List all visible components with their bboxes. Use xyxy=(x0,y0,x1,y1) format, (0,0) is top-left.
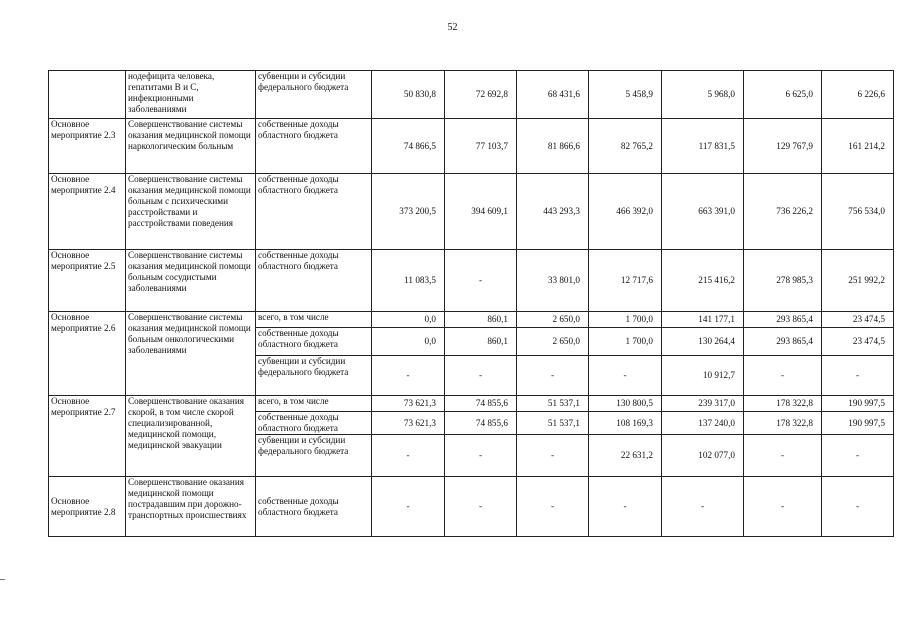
year-value-cell: - xyxy=(517,435,589,477)
measure-description: Совершенствование системы оказания медицинской помощи больным сосудистыми заболеваниями xyxy=(126,250,256,312)
measure-label: Основное мероприятие 2.8 xyxy=(49,477,126,537)
year-value-cell: - xyxy=(662,477,744,537)
year-value-cell: 74 855,6 xyxy=(445,396,517,412)
year-value-cell: - xyxy=(744,356,822,396)
funding-source: собственные доходы областного бюджета xyxy=(256,412,372,435)
budget-table xyxy=(48,70,894,537)
year-value-cell: 50 830,8 xyxy=(372,71,445,119)
measure-label xyxy=(49,71,126,119)
table-row xyxy=(49,477,894,537)
year-value-cell: 5 458,9 xyxy=(589,71,662,119)
year-value-cell: - xyxy=(589,477,662,537)
year-value-cell: 33 801,0 xyxy=(517,250,589,312)
year-value-cell: 860,1 xyxy=(445,312,517,328)
year-value-cell: - xyxy=(744,435,822,477)
year-value-cell: 1 700,0 xyxy=(589,328,662,356)
year-value-cell: 6 226,6 xyxy=(822,71,894,119)
funding-source: собственные доходы областного бюджета xyxy=(256,328,372,356)
year-value-cell: 293 865,4 xyxy=(744,328,822,356)
measure-description: Совершенствование оказания медицинской помощи пострадавшим при дорожно-транспортных происшествиях xyxy=(126,477,256,537)
year-value-cell: 190 997,5 xyxy=(822,396,894,412)
year-value-cell: 74 855,6 xyxy=(445,412,517,435)
year-value-cell: 137 240,0 xyxy=(662,412,744,435)
year-value-cell: 12 717,6 xyxy=(589,250,662,312)
funding-source: собственные доходы областного бюджета xyxy=(256,250,372,312)
funding-source: собственные доходы областного бюджета xyxy=(256,119,372,174)
funding-source: всего, в том числе xyxy=(256,312,372,328)
year-value-cell: 278 985,3 xyxy=(744,250,822,312)
year-value-cell: 251 992,2 xyxy=(822,250,894,312)
year-value-cell: - xyxy=(744,477,822,537)
measure-description: Совершенствование системы оказания медицинской помощи больным онкологическими заболеваниями xyxy=(126,312,256,396)
measure-description: Совершенствование системы оказания медицинской помощи больным с психическими расстройствами и расстройствами поведения xyxy=(126,174,256,250)
year-value-cell: 6 625,0 xyxy=(744,71,822,119)
year-value-cell: 5 968,0 xyxy=(662,71,744,119)
year-value-cell: 2 650,0 xyxy=(517,312,589,328)
year-value-cell: 77 103,7 xyxy=(445,119,517,174)
year-value-cell: - xyxy=(372,356,445,396)
year-value-cell: 51 537,1 xyxy=(517,396,589,412)
year-value-cell: 130 800,5 xyxy=(589,396,662,412)
year-value-cell: 190 997,5 xyxy=(822,412,894,435)
year-value-cell: 443 293,3 xyxy=(517,174,589,250)
table-row xyxy=(49,312,894,328)
table-row xyxy=(49,250,894,312)
measure-label: Основное мероприятие 2.5 xyxy=(49,250,126,312)
year-value-cell: 82 765,2 xyxy=(589,119,662,174)
year-value-cell: 73 621,3 xyxy=(372,396,445,412)
year-value-cell: 23 474,5 xyxy=(822,328,894,356)
year-value-cell: 11 083,5 xyxy=(372,250,445,312)
funding-source: субвенции и субсидии федерального бюджета xyxy=(256,71,372,119)
year-value-cell: 108 169,3 xyxy=(589,412,662,435)
page-number: 52 xyxy=(447,22,458,33)
funding-source: всего, в том числе xyxy=(256,396,372,412)
year-value-cell: 117 831,5 xyxy=(662,119,744,174)
year-value-cell: 0,0 xyxy=(372,312,445,328)
year-value-cell: 51 537,1 xyxy=(517,412,589,435)
year-value-cell: 22 631,2 xyxy=(589,435,662,477)
year-value-cell: - xyxy=(517,356,589,396)
measure-label: Основное мероприятие 2.4 xyxy=(49,174,126,250)
year-value-cell: 663 391,0 xyxy=(662,174,744,250)
year-value-cell: 161 214,2 xyxy=(822,119,894,174)
year-value-cell: 72 692,8 xyxy=(445,71,517,119)
measure-label: Основное мероприятие 2.6 xyxy=(49,312,126,396)
measure-label: Основное мероприятие 2.3 xyxy=(49,119,126,174)
year-value-cell: 178 322,8 xyxy=(744,396,822,412)
year-value-cell: 373 200,5 xyxy=(372,174,445,250)
year-value-cell: 1 700,0 xyxy=(589,312,662,328)
year-value-cell: 736 226,2 xyxy=(744,174,822,250)
measure-description: Совершенствование системы оказания медицинской помощи наркологическим больным xyxy=(126,119,256,174)
funding-source: субвенции и субсидии федерального бюджета xyxy=(256,435,372,477)
year-value-cell: 2 650,0 xyxy=(517,328,589,356)
year-value-cell: - xyxy=(372,477,445,537)
year-value-cell: 466 392,0 xyxy=(589,174,662,250)
edge-mark xyxy=(0,579,5,580)
year-value-cell: 215 416,2 xyxy=(662,250,744,312)
year-value-cell: 0,0 xyxy=(372,328,445,356)
year-value-cell: 81 866,6 xyxy=(517,119,589,174)
measure-description: Совершенствование оказания скорой, в том числе скорой специализированной, медицинской помощи, медицинской эвакуации xyxy=(126,396,256,477)
year-value-cell: - xyxy=(445,435,517,477)
year-value-cell: 68 431,6 xyxy=(517,71,589,119)
table-row xyxy=(49,174,894,250)
year-value-cell: 293 865,4 xyxy=(744,312,822,328)
funding-source: собственные доходы областного бюджета xyxy=(256,174,372,250)
year-value-cell: 10 912,7 xyxy=(662,356,744,396)
year-value-cell: 860,1 xyxy=(445,328,517,356)
year-value-cell: - xyxy=(822,435,894,477)
year-value-cell: 102 077,0 xyxy=(662,435,744,477)
year-value-cell: - xyxy=(372,435,445,477)
measure-label: Основное мероприятие 2.7 xyxy=(49,396,126,477)
table-row xyxy=(49,71,894,119)
year-value-cell: 129 767,9 xyxy=(744,119,822,174)
year-value-cell: 178 322,8 xyxy=(744,412,822,435)
table-row xyxy=(49,119,894,174)
year-value-cell: - xyxy=(589,356,662,396)
year-value-cell: 756 534,0 xyxy=(822,174,894,250)
year-value-cell: - xyxy=(822,356,894,396)
year-value-cell: - xyxy=(445,356,517,396)
year-value-cell: 141 177,1 xyxy=(662,312,744,328)
year-value-cell: 73 621,3 xyxy=(372,412,445,435)
year-value-cell: - xyxy=(445,250,517,312)
funding-source: субвенции и субсидии федерального бюджета xyxy=(256,356,372,396)
year-value-cell: - xyxy=(517,477,589,537)
year-value-cell: 394 609,1 xyxy=(445,174,517,250)
year-value-cell: - xyxy=(822,477,894,537)
year-value-cell: 23 474,5 xyxy=(822,312,894,328)
year-value-cell: - xyxy=(445,477,517,537)
measure-description: нодефицита человека, гепатитами В и С, инфекционными заболеваниями xyxy=(126,71,256,119)
table-row xyxy=(49,396,894,412)
year-value-cell: 239 317,0 xyxy=(662,396,744,412)
year-value-cell: 74 866,5 xyxy=(372,119,445,174)
funding-source: собственные доходы областного бюджета xyxy=(256,477,372,537)
year-value-cell: 130 264,4 xyxy=(662,328,744,356)
